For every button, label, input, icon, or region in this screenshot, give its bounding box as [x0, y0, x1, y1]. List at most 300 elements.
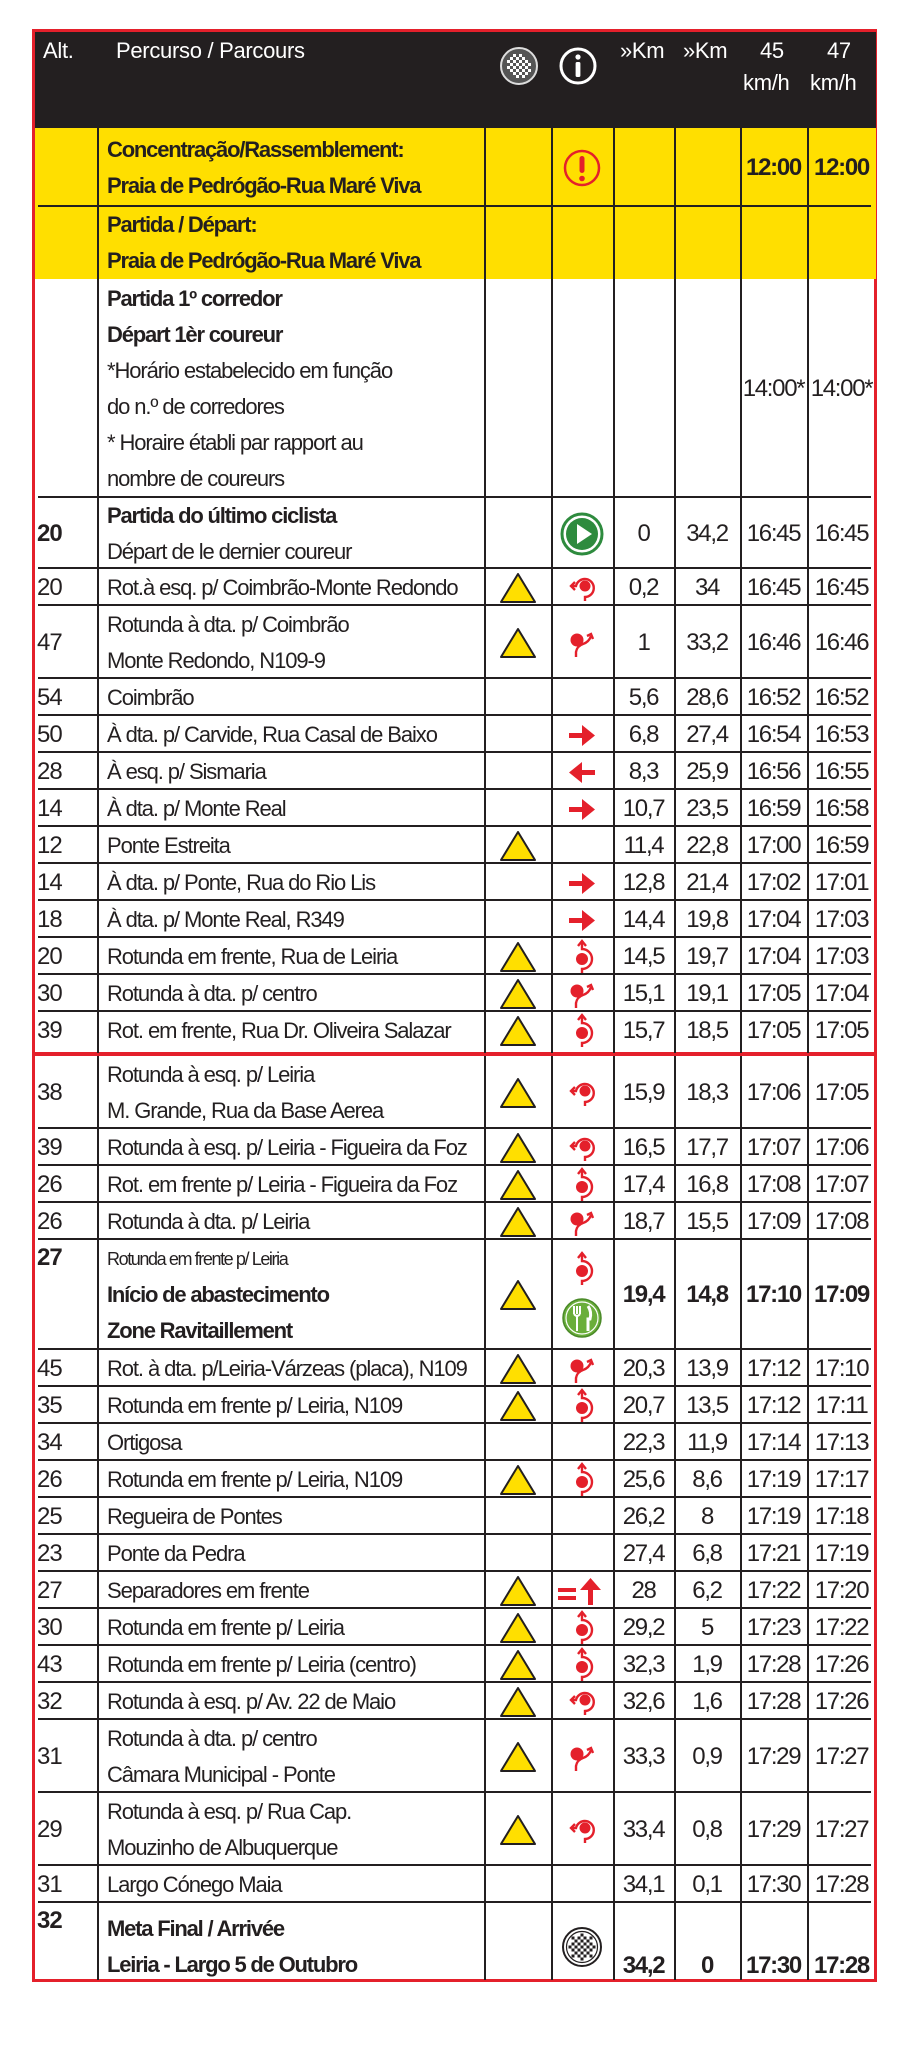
finish-flag-icon: [561, 1926, 603, 1968]
km-covered: 17,4: [622, 1170, 665, 1198]
warning-cell: [484, 279, 551, 498]
table-row: [35, 1609, 876, 1646]
table-row: [35, 1498, 876, 1535]
route-description: [107, 1350, 487, 1387]
altitude: 45: [37, 1354, 62, 1382]
info-icon: [558, 46, 598, 86]
roundabout-left-icon: [565, 1815, 599, 1845]
column-divider: [97, 128, 99, 1053]
altitude: [37, 128, 97, 207]
route-description: [107, 1129, 487, 1166]
time-45kmh: 12:00: [746, 153, 801, 181]
warning-triangle-icon: [499, 1353, 537, 1385]
km-remaining: 22,8: [686, 831, 728, 859]
altitude: 25: [37, 1502, 62, 1530]
route-description: [107, 1535, 487, 1572]
description-line: Rotunda à dta. p/ Leiria: [107, 1208, 310, 1234]
km-covered: 29,2: [622, 1613, 665, 1641]
table-row: [35, 498, 876, 569]
header-km-left: »Km: [683, 38, 728, 63]
km-remaining: 19,8: [686, 905, 728, 933]
warning-cell: [484, 790, 551, 827]
roundabout-straight-icon: [569, 1251, 595, 1287]
warning-cell: [484, 1461, 551, 1498]
direction-cell: [551, 1866, 613, 1903]
km-remaining: 17,7: [686, 1133, 728, 1161]
description-line: Départ de le dernier coureur: [107, 538, 352, 564]
header-route: Percurso / Parcours: [116, 38, 305, 63]
warning-cell: [484, 1129, 551, 1166]
warning-cell: [484, 1424, 551, 1461]
time-45kmh: 16:45: [746, 519, 801, 547]
warning-triangle-icon: [499, 1741, 537, 1773]
time-47kmh: 17:03: [814, 905, 869, 933]
table-row: [35, 1683, 876, 1720]
description-line: Câmara Municipal - Ponte: [107, 1761, 335, 1787]
roundabout-right-icon: [565, 978, 599, 1010]
description-line: Início de abastecimento: [107, 1282, 329, 1307]
direction-cell: [551, 1424, 613, 1461]
table-row: [35, 864, 876, 901]
direction-cell: [551, 1166, 613, 1203]
description-line: À esq. p/ Sismaria: [107, 758, 266, 784]
description-line: Rot.à esq. p/ Coimbrão-Monte Redondo: [107, 574, 458, 600]
route-description: [107, 498, 487, 569]
table-row: [35, 1424, 876, 1461]
roundabout-right-icon: [565, 627, 599, 659]
altitude: 20: [37, 519, 62, 547]
route-description: [107, 864, 487, 901]
description-line: Rotunda em frente, Rua de Leiria: [107, 943, 398, 969]
description-line: Partida do último ciclista: [107, 502, 337, 528]
direction-cell: [551, 1683, 613, 1720]
time-47kmh: 14:00*: [810, 374, 873, 402]
warning-cell: [484, 1866, 551, 1903]
column-divider: [674, 1056, 676, 1980]
direction-cell: [551, 753, 613, 790]
altitude: 27: [37, 1576, 62, 1604]
time-45kmh: 17:02: [746, 868, 801, 896]
time-45kmh: 17:28: [746, 1687, 801, 1715]
warning-cell: [484, 901, 551, 938]
km-covered: 5,6: [628, 683, 659, 711]
direction-cell: [551, 1572, 613, 1609]
warning-cell: [484, 975, 551, 1012]
description-line: Rot. em frente, Rua Dr. Oliveira Salazar: [107, 1017, 451, 1043]
direction-cell: [551, 1646, 613, 1683]
table-row: [35, 1461, 876, 1498]
description-line: À dta. p/ Carvide, Rua Casal de Baixo: [107, 721, 437, 747]
time-47kmh: 17:01: [814, 868, 869, 896]
warning-triangle-icon: [499, 1575, 537, 1607]
altitude: 18: [37, 905, 62, 933]
roundabout-straight-icon: [569, 939, 595, 975]
table-row: [35, 1056, 876, 1129]
route-description: [107, 827, 487, 864]
time-45kmh: 17:10: [746, 1281, 801, 1308]
header-speed-45: 45: [760, 38, 784, 63]
description-line: Leiria - Largo 5 de Outubro: [107, 1951, 357, 1977]
route-description: [107, 1056, 487, 1129]
table-row: [35, 790, 876, 827]
food-zone-icon: [561, 1297, 603, 1339]
description-line: Mouzinho de Albuquerque: [107, 1834, 338, 1860]
km-remaining: 16,8: [686, 1170, 728, 1198]
route-description: [107, 279, 487, 498]
altitude: 39: [37, 1133, 62, 1161]
km-covered: 15,9: [622, 1078, 665, 1106]
table-row: [35, 753, 876, 790]
description-line: Meta Final / Arrivée: [107, 1915, 284, 1941]
km-covered: 14,4: [622, 905, 665, 933]
arrow-right-icon: [567, 797, 597, 821]
time-47kmh: 17:17: [814, 1465, 869, 1493]
table-row: [35, 1903, 876, 1990]
time-45kmh: 17:12: [746, 1354, 801, 1382]
direction-cell: [551, 279, 613, 498]
time-47kmh: 17:04: [814, 979, 869, 1007]
description-line: Ponte da Pedra: [107, 1540, 245, 1566]
direction-cell: [551, 864, 613, 901]
route-description: [107, 790, 487, 827]
altitude: 23: [37, 1539, 62, 1567]
table-row: [35, 1129, 876, 1166]
time-47kmh: 17:28: [814, 1952, 869, 1979]
km-covered: 27,4: [622, 1539, 665, 1567]
warning-cell: [484, 716, 551, 753]
km-remaining: 6,2: [692, 1576, 722, 1604]
km-remaining: 19,7: [686, 942, 728, 970]
km-remaining: 27,4: [686, 720, 728, 748]
warning-cell: [484, 864, 551, 901]
description-line: Rotunda à dta. p/ Coimbrão: [107, 611, 349, 637]
altitude: 47: [37, 628, 62, 656]
km-remaining: 34,2: [686, 519, 728, 547]
route-description: [107, 1203, 487, 1240]
description-line: Départ 1èr coureur: [107, 321, 283, 347]
header-speed-unit-45: km/h: [743, 70, 790, 95]
km-covered: 1: [637, 628, 650, 656]
warning-cell: [484, 1720, 551, 1793]
km-covered: 0: [637, 519, 650, 547]
description-line: M. Grande, Rua da Base Aerea: [107, 1097, 384, 1123]
time-47kmh: 17:26: [814, 1687, 869, 1715]
direction-cell: [551, 1609, 613, 1646]
table-row: [35, 569, 876, 606]
time-45kmh: 17:19: [746, 1465, 801, 1493]
table-row: [35, 938, 876, 975]
description-line: À dta. p/ Monte Real, R349: [107, 906, 344, 932]
altitude: 39: [37, 1016, 62, 1044]
km-remaining: 0,8: [692, 1815, 722, 1843]
km-remaining: [674, 279, 740, 498]
time-45kmh: 17:07: [746, 1133, 801, 1161]
direction-cell: [551, 1498, 613, 1535]
table-row: [35, 207, 876, 279]
alert-icon: [562, 148, 602, 188]
altitude: 14: [37, 794, 62, 822]
time-45kmh: 17:09: [746, 1207, 801, 1235]
direction-cell: [551, 901, 613, 938]
warning-triangle-icon: [499, 1132, 537, 1164]
roundabout-straight-icon: [569, 1167, 595, 1203]
description-line: Rotunda em frente p/ Leiria (centro): [107, 1651, 416, 1677]
km-covered: 34,2: [622, 1952, 665, 1979]
roundabout-left-icon: [565, 1133, 599, 1163]
route-description: [107, 1793, 487, 1866]
time-47kmh: 16:52: [814, 683, 869, 711]
altitude: 20: [37, 573, 62, 601]
altitude: 12: [37, 831, 62, 859]
description-line: * Horaire établi par rapport au: [107, 429, 363, 455]
time-47kmh: 17:05: [814, 1078, 869, 1106]
direction-cell: [551, 128, 613, 207]
table-row: [35, 1012, 876, 1049]
description-line: À dta. p/ Ponte, Rua do Rio Lis: [107, 869, 375, 895]
description-line: Rotunda em frente p/ Leiria: [107, 1614, 344, 1640]
time-45kmh: 14:00*: [742, 374, 805, 402]
route-description: [107, 606, 487, 679]
time-47kmh: 17:22: [814, 1613, 869, 1641]
description-line: Rotunda à esq. p/ Av. 22 de Maio: [107, 1688, 396, 1714]
km-covered: 11,4: [623, 831, 664, 859]
time-45kmh: 16:45: [746, 573, 801, 601]
description-line: do n.º de corredores: [107, 393, 284, 419]
warning-triangle-icon: [499, 1279, 537, 1311]
time-45kmh: 17:04: [746, 942, 801, 970]
km-covered: 18,7: [622, 1207, 665, 1235]
km-covered: 6,8: [628, 720, 659, 748]
km-covered: 22,3: [622, 1428, 665, 1456]
description-line: Rotunda à esq. p/ Leiria - Figueira da Foz: [107, 1134, 467, 1160]
km-remaining: 13,5: [686, 1391, 728, 1419]
description-line: Rotunda à dta. p/ centro: [107, 1725, 317, 1751]
direction-cell: [551, 1793, 613, 1866]
roundabout-straight-icon: [569, 1388, 595, 1424]
description-line: Largo Cónego Maia: [107, 1871, 282, 1897]
time-47kmh: 16:45: [814, 573, 869, 601]
altitude: 38: [37, 1078, 62, 1106]
route-description: [107, 679, 487, 716]
altitude: 31: [37, 1742, 62, 1770]
description-line: Rotunda à esq. p/ Rua Cap.: [107, 1798, 352, 1824]
direction-cell: [551, 938, 613, 975]
km-remaining: 8: [700, 1502, 714, 1530]
direction-cell: [551, 716, 613, 753]
column-divider: [740, 128, 742, 1053]
column-divider: [613, 128, 615, 1053]
start-icon: [560, 512, 604, 556]
table-row: [35, 279, 876, 498]
route-description: [107, 938, 487, 975]
route-description: [107, 1461, 487, 1498]
table-row: [35, 679, 876, 716]
direction-cell: [551, 1203, 613, 1240]
table-row: [35, 1720, 876, 1793]
table-row: [35, 716, 876, 753]
direction-cell: [551, 790, 613, 827]
warning-triangle-icon: [499, 941, 537, 973]
direction-cell: [551, 498, 613, 569]
warning-cell: [484, 1350, 551, 1387]
time-47kmh: 17:20: [814, 1576, 869, 1604]
km-remaining: 8,6: [692, 1465, 722, 1493]
warning-triangle-icon: [499, 627, 537, 659]
route-description: [107, 753, 487, 790]
time-45kmh: [740, 207, 807, 279]
km-remaining: 23,5: [686, 794, 728, 822]
route-description: [107, 1903, 487, 1990]
altitude: 26: [37, 1170, 62, 1198]
table-row: [35, 901, 876, 938]
header-alt: Alt.: [43, 38, 74, 63]
warning-triangle-icon: [499, 1649, 537, 1681]
roundabout-left-icon: [565, 1687, 599, 1717]
description-line: Separadores em frente: [107, 1577, 309, 1603]
separator-straight-icon: [554, 1576, 610, 1606]
column-divider: [97, 1056, 99, 1980]
warning-triangle-icon: [499, 1077, 537, 1109]
km-covered: 16,5: [622, 1133, 665, 1161]
altitude: 50: [37, 720, 62, 748]
km-remaining: 18,5: [686, 1016, 728, 1044]
direction-cell: [551, 207, 613, 279]
time-45kmh: 17:30: [746, 1870, 801, 1898]
description-line: Rotunda à esq. p/ Leiria: [107, 1061, 315, 1087]
time-47kmh: 17:27: [814, 1742, 869, 1770]
km-remaining: 5: [700, 1613, 714, 1641]
km-covered: 15,7: [622, 1016, 665, 1044]
route-description: [107, 901, 487, 938]
time-45kmh: 17:05: [746, 1016, 801, 1044]
km-covered: 10,7: [622, 794, 665, 822]
altitude: 30: [37, 979, 62, 1007]
warning-cell: [484, 1646, 551, 1683]
direction-cell: [551, 975, 613, 1012]
time-47kmh: 17:07: [814, 1170, 869, 1198]
time-47kmh: 17:19: [814, 1539, 869, 1567]
roundabout-straight-icon: [569, 1462, 595, 1498]
km-remaining: [674, 128, 740, 207]
table-row: [35, 128, 876, 207]
warning-triangle-icon: [499, 1015, 537, 1047]
km-covered: 19,4: [622, 1281, 665, 1308]
roundabout-right-icon: [565, 1353, 599, 1385]
description-line: nombre de coureurs: [107, 465, 285, 491]
time-47kmh: 17:06: [814, 1133, 869, 1161]
warning-cell: [484, 1793, 551, 1866]
km-covered: 20,3: [622, 1354, 665, 1382]
route-description: [107, 1387, 487, 1424]
time-45kmh: 17:29: [746, 1742, 801, 1770]
roundabout-right-icon: [565, 1741, 599, 1773]
time-47kmh: 12:00: [814, 153, 869, 181]
km-covered: 33,3: [622, 1742, 665, 1770]
warning-triangle-icon: [499, 1169, 537, 1201]
time-47kmh: 17:10: [814, 1354, 869, 1382]
km-remaining: 15,5: [686, 1207, 728, 1235]
description-line: Rot. à dta. p/Leiria-Várzeas (placa), N109: [107, 1355, 467, 1381]
km-covered: 8,3: [628, 757, 659, 785]
direction-cell: [551, 1240, 613, 1350]
warning-triangle-icon: [499, 1464, 537, 1496]
time-47kmh: 16:53: [814, 720, 869, 748]
table-row: [35, 606, 876, 679]
altitude: 26: [37, 1207, 62, 1235]
warning-cell: [484, 207, 551, 279]
description-line: Concentração/Rassemblement:: [107, 136, 404, 162]
time-47kmh: 16:55: [814, 757, 869, 785]
time-47kmh: 17:03: [814, 942, 869, 970]
header-speed-unit-47: km/h: [810, 70, 857, 95]
route-description: [107, 128, 487, 207]
description-line: Partida 1º corredor: [107, 285, 282, 311]
km-remaining: 0: [700, 1952, 714, 1979]
description-line: Regueira de Pontes: [107, 1503, 282, 1529]
direction-cell: [551, 1350, 613, 1387]
altitude: 26: [37, 1465, 62, 1493]
column-divider: [807, 1056, 809, 1980]
time-47kmh: 16:45: [814, 519, 869, 547]
description-line: Rotunda em frente p/ Leiria, N109: [107, 1466, 403, 1492]
table-row: [35, 1387, 876, 1424]
time-45kmh: 16:59: [746, 794, 801, 822]
km-covered: [613, 207, 674, 279]
description-line: Rotunda à dta. p/ centro: [107, 980, 317, 1006]
time-45kmh: 16:54: [746, 720, 801, 748]
time-47kmh: 17:28: [814, 1870, 869, 1898]
altitude: 32: [37, 1907, 62, 1934]
time-47kmh: 16:59: [814, 831, 869, 859]
altitude: 20: [37, 942, 62, 970]
time-47kmh: 17:09: [814, 1281, 869, 1308]
km-covered: 32,6: [622, 1687, 665, 1715]
table-row: [35, 1350, 876, 1387]
time-45kmh: 16:52: [746, 683, 801, 711]
time-47kmh: [807, 207, 876, 279]
route-description: [107, 975, 487, 1012]
direction-cell: [551, 679, 613, 716]
time-45kmh: 17:23: [746, 1613, 801, 1641]
time-47kmh: 17:05: [814, 1016, 869, 1044]
warning-cell: [484, 1572, 551, 1609]
km-remaining: 28,6: [686, 683, 728, 711]
header-km-done: »Km: [620, 38, 665, 63]
route-description: [107, 569, 487, 606]
time-47kmh: 17:08: [814, 1207, 869, 1235]
description-line: Ortigosa: [107, 1429, 182, 1455]
route-description: [107, 1646, 487, 1683]
roundabout-right-icon: [565, 1206, 599, 1238]
warning-cell: [484, 753, 551, 790]
table-row: [35, 1793, 876, 1866]
km-remaining: 19,1: [686, 979, 728, 1007]
table-row: [35, 1240, 876, 1350]
km-remaining: 11,9: [687, 1428, 727, 1456]
km-covered: 32,3: [622, 1650, 665, 1678]
km-remaining: 0,9: [692, 1742, 722, 1770]
km-covered: 12,8: [622, 868, 665, 896]
altitude: 30: [37, 1613, 62, 1641]
roundabout-straight-icon: [569, 1610, 595, 1646]
warning-triangle-icon: [499, 830, 537, 862]
km-covered: 28: [631, 1576, 656, 1604]
description-line: Ponte Estreita: [107, 832, 230, 858]
direction-cell: [551, 1903, 613, 1990]
warning-cell: [484, 1012, 551, 1049]
km-remaining: 14,8: [686, 1281, 728, 1308]
warning-cell: [484, 1203, 551, 1240]
